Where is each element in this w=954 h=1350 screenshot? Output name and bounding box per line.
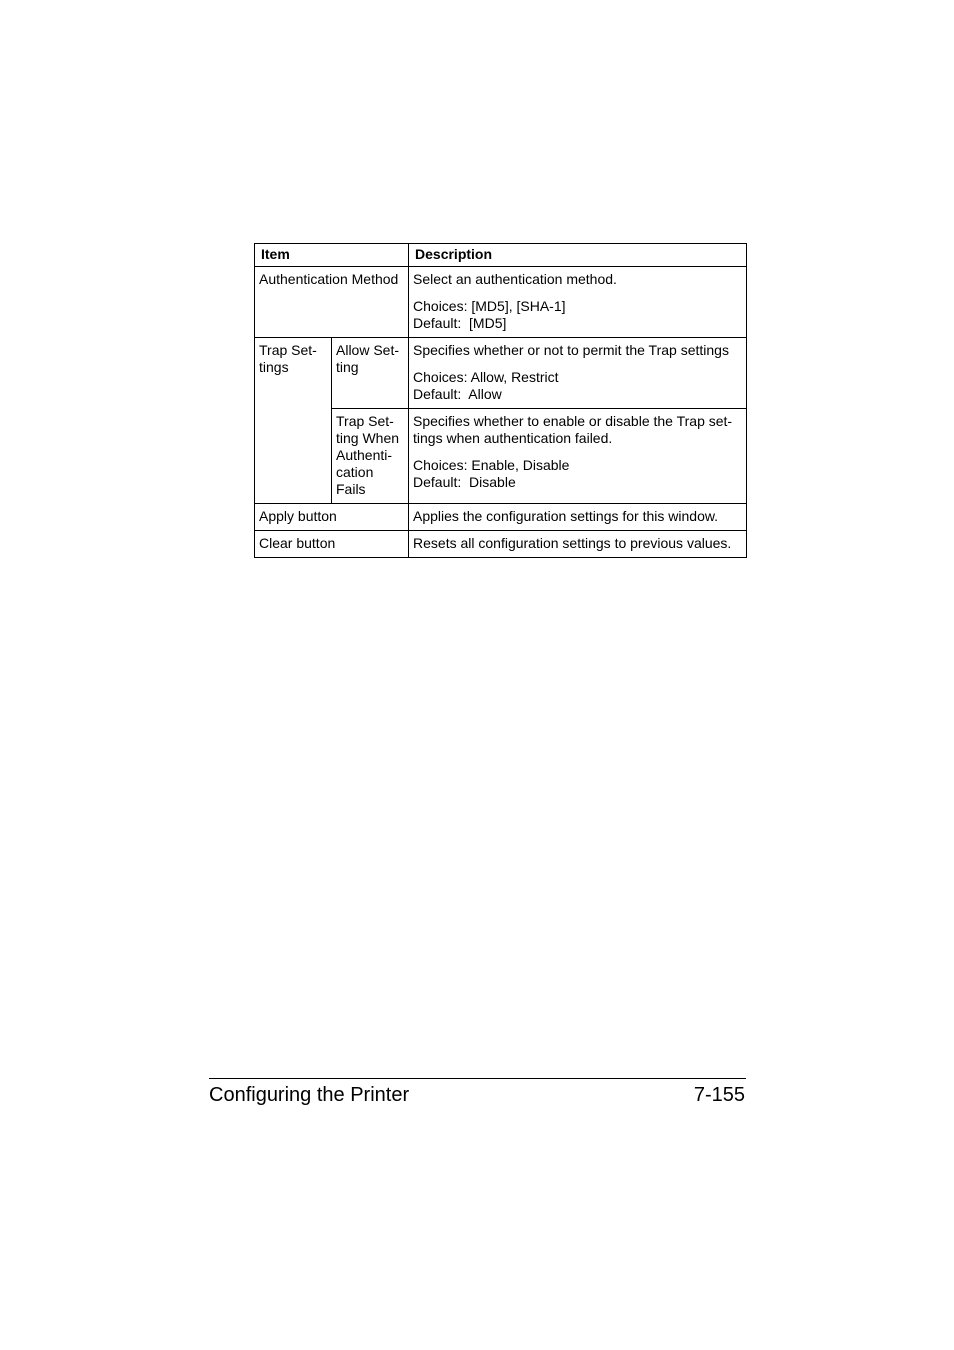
choices-text: Choices: [MD5], [SHA-1] [413, 298, 566, 314]
table-row [255, 267, 747, 338]
default-text: Default: Disable [413, 474, 516, 490]
desc-text: Select an authentication method. [413, 271, 617, 287]
desc-apply-button: Applies the configuration settings for this window. [409, 504, 747, 531]
footer-page-number: 7-155 [693, 1084, 745, 1106]
footer-section-title: Configuring the Printer [209, 1084, 410, 1106]
item-trap-settings: Trap Set-tings [255, 338, 332, 504]
item-clear-button: Clear button [255, 531, 409, 558]
table-header-row [255, 244, 747, 267]
desc-text: Specifies whether or not to permit the Trap settings [413, 342, 729, 358]
default-text: Default: [MD5] [413, 315, 507, 331]
desc-authentication-method [409, 267, 747, 338]
settings-table [254, 243, 747, 558]
desc-allow-setting [409, 338, 747, 409]
table-row [255, 504, 747, 531]
table-row [255, 338, 747, 409]
table-row [255, 531, 747, 558]
item-trap-setting-when-auth-fails: Trap Set-ting When Authenti-cation Fails [332, 409, 409, 504]
default-text: Default: Allow [413, 386, 502, 402]
choices-text: Choices: Enable, Disable [413, 457, 570, 473]
header-item: Item [255, 244, 409, 267]
desc-text: Specifies whether to enable or disable the Trap set-tings when authentication failed. [413, 413, 733, 446]
item-allow-setting: Allow Set-ting [332, 338, 409, 409]
header-description: Description [409, 244, 747, 267]
item-apply-button: Apply button [255, 504, 409, 531]
desc-trap-setting-when-auth-fails [409, 409, 747, 504]
choices-text: Choices: Allow, Restrict [413, 369, 559, 385]
item-authentication-method: Authentication Method [255, 267, 409, 338]
desc-clear-button: Resets all configuration settings to previous values. [409, 531, 747, 558]
footer-divider [209, 1078, 746, 1079]
